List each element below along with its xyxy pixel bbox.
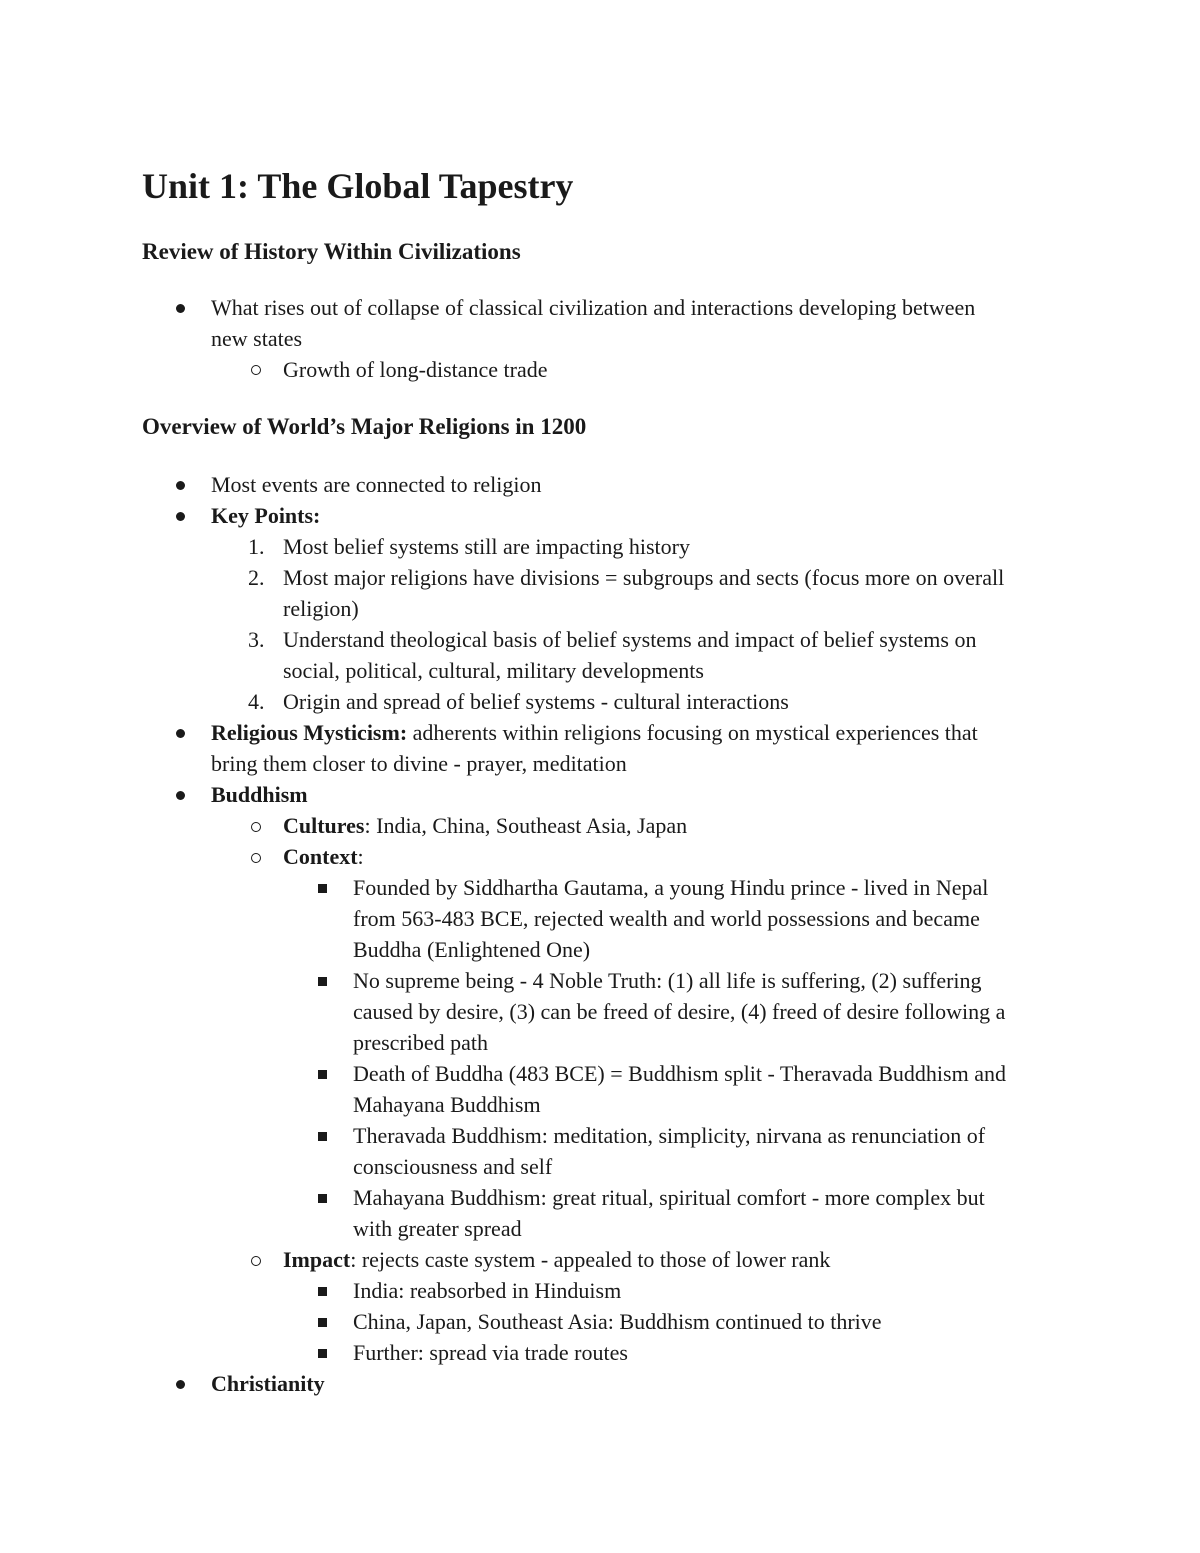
sub-sub-bullet-text-cont: Mahayana Buddhism (353, 1092, 541, 1117)
sub-sub-bullet-text: No supreme being - 4 Noble Truth: (1) all life is suffering, (2) suffering (353, 968, 982, 993)
section-heading-religions: Overview of World’s Major Religions in 1200 (142, 414, 587, 439)
bullet-disc (176, 1380, 185, 1389)
numbered-item-text: Most belief systems still are impacting history (283, 534, 690, 559)
list-number: 1. (248, 534, 265, 559)
bullet-square (318, 1287, 327, 1296)
sub-sub-bullet-text: Death of Buddha (483 BCE) = Buddhism split - Theravada Buddhism and (353, 1061, 1006, 1086)
bullet-disc (176, 481, 185, 490)
key-points-label: Key Points: (211, 503, 321, 528)
bullet-text (211, 717, 978, 748)
bullet-text: What rises out of collapse of classical civilization and interactions developing between (211, 295, 976, 320)
sub-sub-bullet-text: Founded by Siddhartha Gautama, a young Hindu prince - lived in Nepal (353, 875, 989, 900)
sub-sub-bullet-text: China, Japan, Southeast Asia: Buddhism continued to thrive (353, 1309, 882, 1334)
section-heading-review: Review of History Within Civilizations (142, 239, 521, 264)
numbered-item-text-cont: religion) (283, 596, 359, 621)
numbered-item-text: Understand theological basis of belief systems and impact of belief systems on (283, 627, 977, 652)
sub-sub-bullet-text: Mahayana Buddhism: great ritual, spiritual comfort - more complex but (353, 1185, 985, 1210)
sub-sub-bullet-text-cont: prescribed path (353, 1030, 488, 1055)
sub-sub-bullet-text-cont: Buddha (Enlightened One) (353, 937, 591, 962)
sub-bullet-text (283, 810, 687, 841)
mysticism-label: Religious Mysticism: (211, 720, 408, 745)
bullet-circle (251, 822, 261, 832)
bullet-square (318, 1070, 327, 1079)
bullet-disc (176, 729, 185, 738)
bullet-disc (176, 791, 185, 800)
list-number: 3. (248, 627, 265, 652)
bullet-square (318, 1132, 327, 1141)
buddhism-label: Buddhism (211, 782, 308, 807)
cultures-text: : India, China, Southeast Asia, Japan (364, 813, 688, 838)
sub-bullet-text (283, 841, 364, 872)
bullet-text-cont: new states (211, 326, 303, 351)
bullet-text-cont: bring them closer to divine - prayer, meditation (211, 751, 627, 776)
bullet-circle (251, 365, 261, 375)
sub-sub-bullet-text: Further: spread via trade routes (353, 1340, 628, 1365)
bullet-disc (176, 304, 185, 313)
context-label: Context (283, 844, 358, 869)
christianity-label: Christianity (211, 1371, 325, 1396)
context-colon: : (357, 844, 364, 869)
bullet-square (318, 1194, 327, 1203)
page-title: Unit 1: The Global Tapestry (142, 166, 574, 206)
bullet-circle (251, 853, 261, 863)
sub-sub-bullet-text-cont: with greater spread (353, 1216, 522, 1241)
bullet-text: Most events are connected to religion (211, 472, 542, 497)
bullet-disc (176, 512, 185, 521)
sub-sub-bullet-text: Theravada Buddhism: meditation, simplicity, nirvana as renunciation of (353, 1123, 986, 1148)
impact-text: : rejects caste system - appealed to those of lower rank (350, 1247, 831, 1272)
numbered-item-text: Most major religions have divisions = subgroups and sects (focus more on overall (283, 565, 1005, 590)
mysticism-text: adherents within religions focusing on mystical experiences that (407, 720, 978, 745)
sub-sub-bullet-text-cont: from 563-483 BCE, rejected wealth and world possessions and became (353, 906, 980, 931)
sub-sub-bullet-text: India: reabsorbed in Hinduism (353, 1278, 622, 1303)
numbered-item-text: Origin and spread of belief systems - cultural interactions (283, 689, 789, 714)
sub-sub-bullet-text-cont: consciousness and self (353, 1154, 553, 1179)
sub-bullet-text: Growth of long-distance trade (283, 357, 548, 382)
list-number: 4. (248, 689, 265, 714)
cultures-label: Cultures (283, 813, 365, 838)
sub-bullet-text (283, 1244, 830, 1275)
sub-sub-bullet-text-cont: caused by desire, (3) can be freed of desire, (4) freed of desire following a (353, 999, 1006, 1024)
bullet-square (318, 977, 327, 986)
bullet-circle (251, 1256, 261, 1266)
impact-label: Impact (283, 1247, 351, 1272)
bullet-square (318, 884, 327, 893)
numbered-item-text-cont: social, political, cultural, military developments (283, 658, 704, 683)
list-number: 2. (248, 565, 265, 590)
bullet-square (318, 1318, 327, 1327)
bullet-square (318, 1349, 327, 1358)
